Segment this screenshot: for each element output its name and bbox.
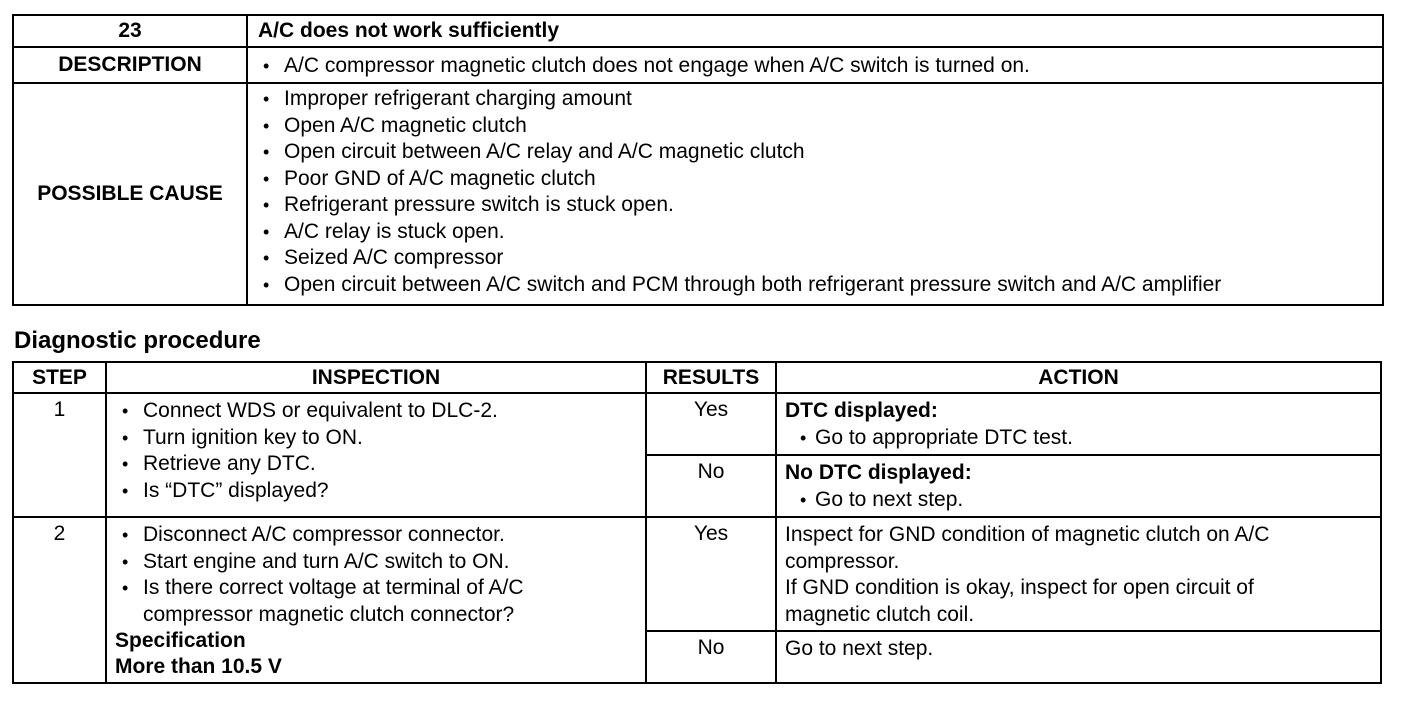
symptom-number: 23	[13, 15, 247, 47]
cause-item: • A/C relay is stuck open.	[248, 219, 1382, 246]
action-heading: DTC displayed:	[785, 399, 938, 422]
inspection-list	[107, 398, 645, 504]
action-list	[785, 487, 1380, 514]
symptom-title: A/C does not work sufficiently	[247, 15, 1383, 47]
description-item: • A/C compressor magnetic clutch does not engage when A/C switch is turned on.	[248, 53, 1382, 80]
inspection-item: • Start engine and turn A/C switch to ON.	[107, 549, 645, 576]
inspection-item: • Connect WDS or equivalent to DLC-2.	[107, 398, 645, 425]
inspection-item: • Turn ignition key to ON.	[107, 425, 645, 452]
inspection-list	[107, 522, 645, 602]
inspection-header: INSPECTION	[106, 362, 646, 393]
inspection-item: • Is there correct voltage at terminal of A/C	[107, 575, 645, 602]
action-cell-yes	[776, 517, 1381, 631]
result-yes: Yes	[646, 393, 776, 455]
step-number: 1	[13, 393, 106, 517]
specification-label: Specification	[115, 629, 246, 652]
cause-item: • Refrigerant pressure switch is stuck open.	[248, 192, 1382, 219]
inspection-cell	[106, 517, 646, 683]
diagnostic-table	[12, 361, 1382, 684]
cause-item: • Open A/C magnetic clutch	[248, 113, 1382, 140]
inspection-item: • Retrieve any DTC.	[107, 451, 645, 478]
action-header: ACTION	[776, 362, 1381, 393]
cause-item: • Open circuit between A/C relay and A/C magnetic clutch	[248, 139, 1382, 166]
action-cell-yes	[776, 393, 1381, 455]
action-cell-no	[776, 631, 1381, 683]
symptom-table	[12, 14, 1384, 306]
cause-item: • Open circuit between A/C switch and PCM through both refrigerant pressure switch and A/C amplifier	[248, 272, 1382, 299]
action-heading: No DTC displayed:	[785, 461, 972, 484]
action-item: • Go to next step.	[785, 487, 1380, 514]
step-header: STEP	[13, 362, 106, 393]
result-no: No	[646, 455, 776, 517]
description-list	[248, 53, 1382, 80]
description-label: DESCRIPTION	[13, 47, 247, 83]
specification-value: More than 10.5 V	[115, 655, 282, 678]
result-yes: Yes	[646, 517, 776, 631]
cause-item: • Improper refrigerant charging amount	[248, 86, 1382, 113]
inspection-cell	[106, 393, 646, 517]
action-line: compressor.	[785, 549, 900, 573]
action-line: Inspect for GND condition of magnetic clutch on A/C	[785, 523, 1270, 546]
possible-cause-label: POSSIBLE CAUSE	[13, 83, 247, 305]
action-line: Go to next step.	[785, 637, 934, 660]
results-header: RESULTS	[646, 362, 776, 393]
action-list	[785, 425, 1380, 452]
possible-cause-list	[248, 86, 1382, 298]
inspection-item-continuation: compressor magnetic clutch connector?	[143, 602, 515, 626]
action-item: • Go to appropriate DTC test.	[785, 425, 1380, 452]
cause-item: • Seized A/C compressor	[248, 245, 1382, 272]
inspection-item: • Is “DTC” displayed?	[107, 478, 645, 505]
inspection-item: • Disconnect A/C compressor connector.	[107, 522, 645, 549]
action-cell-no	[776, 455, 1381, 517]
result-no: No	[646, 631, 776, 683]
possible-cause-cell	[247, 83, 1383, 305]
step-number: 2	[13, 517, 106, 683]
description-cell	[247, 47, 1383, 83]
diagnostic-procedure-heading: Diagnostic procedure	[14, 327, 261, 354]
action-line: magnetic clutch coil.	[785, 602, 975, 626]
action-line: If GND condition is okay, inspect for open circuit of	[785, 576, 1254, 599]
cause-item: • Poor GND of A/C magnetic clutch	[248, 166, 1382, 193]
